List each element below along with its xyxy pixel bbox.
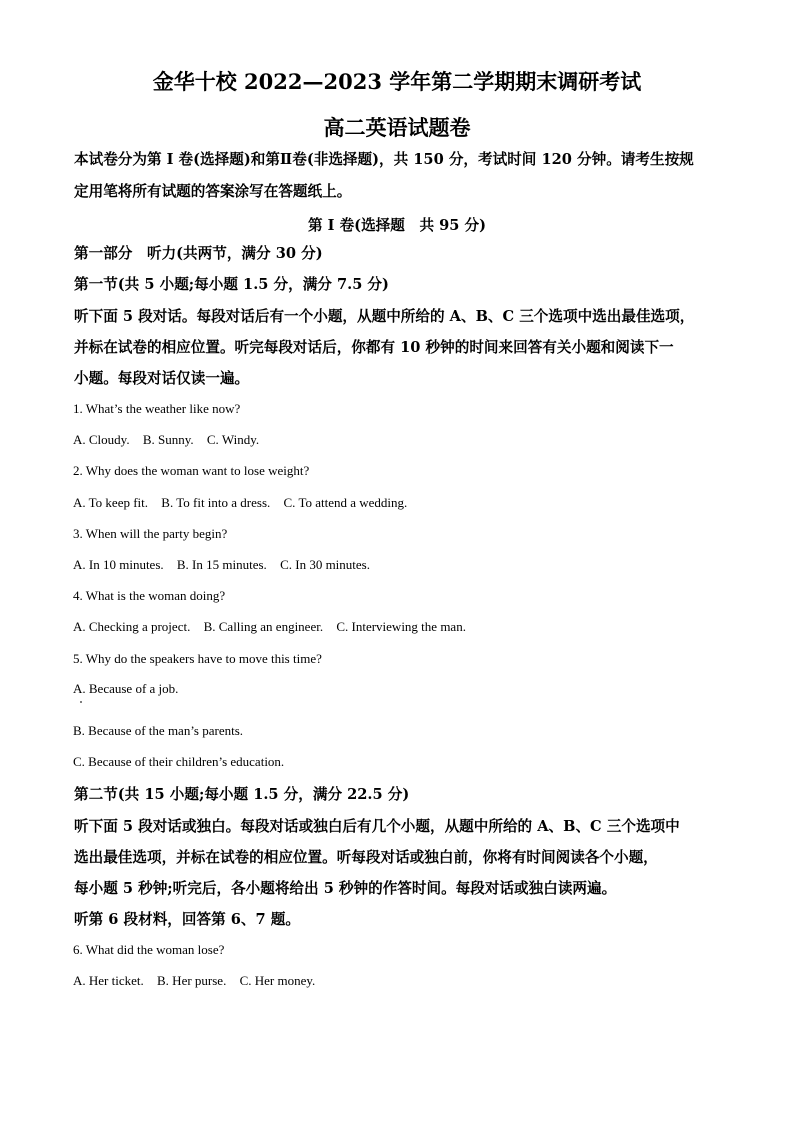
section2-instruction-1: 听下面 5 段对话或独白。每段对话或独白后有几个小题，从题中所给的 A、B、C 三个选项中 [74, 818, 680, 835]
option-c: C. In 30 minutes. [280, 557, 370, 572]
option-c: C. To attend a wedding. [283, 495, 408, 510]
question-2: 2. Why does the woman want to lose weight? [73, 463, 310, 478]
option-a: A. Cloudy. [73, 432, 130, 447]
question-6-options [73, 972, 315, 990]
question-6: 6. What did the woman lose? [73, 942, 225, 957]
option-c: C. Windy. [206, 432, 260, 447]
question-3: 3. When will the party begin? [73, 526, 228, 541]
question-5-option-b: B. Because of the man’s parents. [73, 723, 244, 738]
question-3-options [73, 556, 370, 574]
question-1: 1. What’s the weather like now? [73, 401, 241, 416]
exam-title: 金华十校 2022—2023 学年第二学期期末调研考试 [152, 69, 642, 94]
option-c: C. Her money. [239, 973, 316, 988]
intro-line-1: 本试卷分为第 I 卷(选择题)和第Ⅱ卷(非选择题)，共 150 分，考试时间 120 分钟。请考生按规 [74, 151, 694, 168]
section2-instruction-2: 选出最佳选项，并标在试卷的相应位置。听每段对话或独白前，你将有时间阅读各个小题， [74, 849, 658, 866]
question-4-options [73, 618, 466, 636]
section2-heading: 第二节(共 15 小题;每小题 1.5 分，满分 22.5 分) [74, 786, 410, 803]
option-c: C. Interviewing the man. [336, 619, 466, 634]
option-b: B. Sunny. [142, 432, 194, 447]
question-5: 5. Why do the speakers have to move this time? [73, 651, 322, 666]
section1-instruction-3: 小题。每段对话仅读一遍。 [74, 370, 250, 387]
intro-line-2: 定用笔将所有试题的答案涂写在答题纸上。 [74, 183, 352, 200]
section2-instruction-3: 每小题 5 秒钟;听完后，各小题将给出 5 秒钟的作答时间。每段对话或独白读两遍。 [74, 880, 617, 897]
part1-heading: 第一部分 听力(共两节，满分 30 分) [74, 245, 323, 262]
volume-heading: 第 I 卷(选择题 共 95 分) [307, 217, 487, 234]
option-b: B. Her purse. [157, 973, 227, 988]
option-a: A. In 10 minutes. [73, 557, 164, 572]
stray-dot [80, 701, 82, 703]
section1-instruction-2: 并标在试卷的相应位置。听完每段对话后，你都有 10 秒钟的时间来回答有关小题和阅读下一 [74, 339, 674, 356]
option-b: B. To fit into a dress. [161, 495, 271, 510]
option-a: A. To keep fit. [73, 495, 149, 510]
question-2-options [73, 494, 407, 512]
question-5-option-c: C. Because of their children’s education. [73, 754, 285, 769]
option-b: B. Calling an engineer. [203, 619, 324, 634]
option-a: A. Her ticket. [73, 973, 144, 988]
option-a: A. Checking a project. [73, 619, 191, 634]
option-b: B. In 15 minutes. [176, 557, 267, 572]
exam-subtitle: 高二英语试题卷 [323, 115, 471, 140]
section1-instruction-1: 听下面 5 段对话。每段对话后有一个小题，从题中所给的 A、B、C 三个选项中选出最佳选项， [74, 308, 695, 325]
question-5-option-a: A. Because of a job. [73, 681, 179, 696]
section1-heading: 第一节(共 5 小题;每小题 1.5 分，满分 7.5 分) [74, 276, 389, 293]
question-1-options [73, 431, 259, 449]
question-4: 4. What is the woman doing? [73, 588, 226, 603]
material-6-heading: 听第 6 段材料，回答第 6、7 题。 [74, 911, 300, 928]
